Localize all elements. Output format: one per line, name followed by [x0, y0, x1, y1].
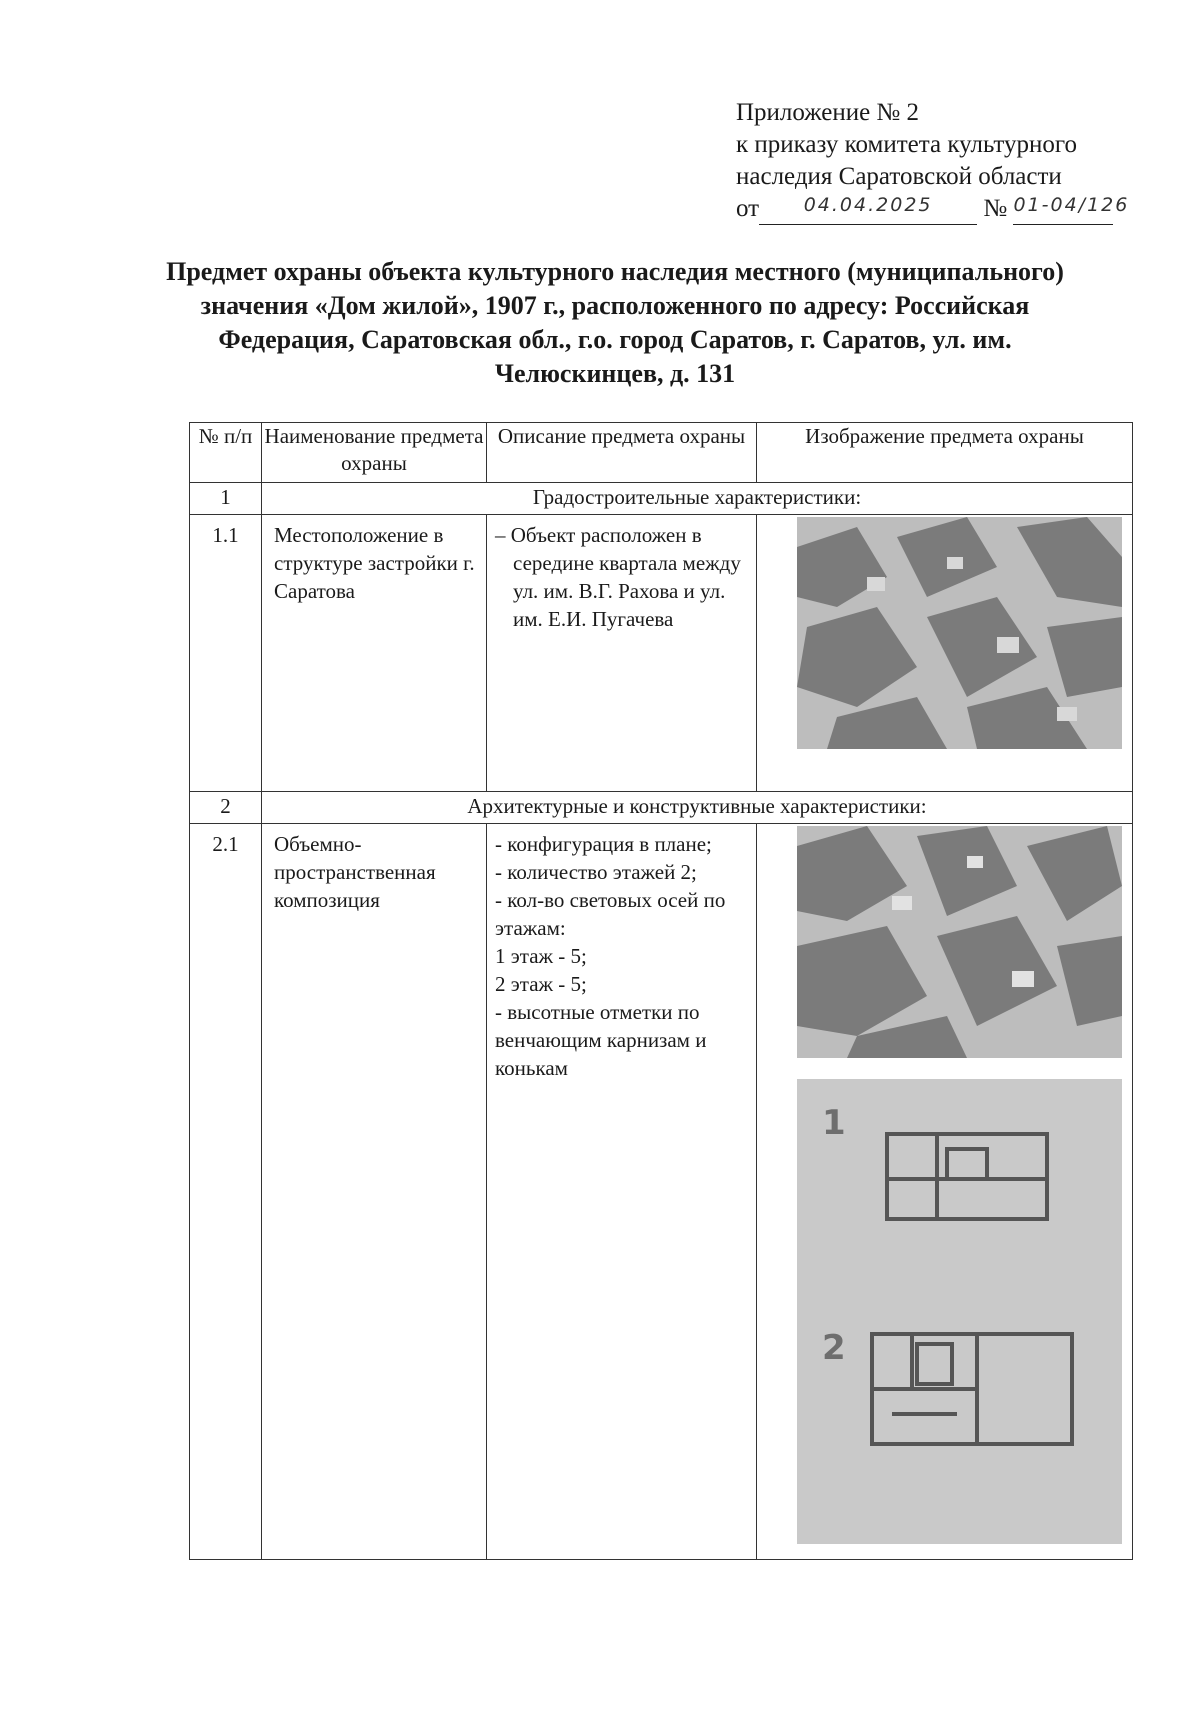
- table-header-row: [190, 423, 1133, 483]
- appendix-number: Приложение № 2: [736, 99, 920, 126]
- number-label: №: [983, 195, 1008, 222]
- floor-plans-image: [797, 1079, 1122, 1544]
- number-field: [1013, 194, 1130, 225]
- date-field: [759, 194, 977, 225]
- row-num: 1.1: [190, 515, 262, 792]
- appendix-authority: наследия Саратовской области: [736, 163, 1062, 190]
- description-line: 1 этаж - 5;: [495, 944, 587, 968]
- handwritten-number: 01-04/126: [1013, 194, 1130, 216]
- header-image: Изображение предмета охраны: [757, 423, 1133, 483]
- section-title: Архитектурные и конструктивные характеристики:: [262, 792, 1133, 824]
- floor-plan-label-1: 1: [822, 1103, 846, 1143]
- section-num: 2: [190, 792, 262, 824]
- protection-subject-table: [189, 422, 1133, 1560]
- row-name: Объемно-пространственная композиция: [262, 824, 487, 1560]
- table-row: [190, 824, 1133, 1560]
- document-title: Предмет охраны объекта культурного наследия местного (муниципального) значения «Дом жилой», 1907 г., расположенного по адресу: Российская Федерация, Саратовская обл., г.о. город Саратов, г. Саратов, ул. им. Челюскинцев, д. 131: [166, 257, 1064, 388]
- row-image-cell: [757, 515, 1133, 792]
- appendix-date-number-line: [736, 193, 1156, 225]
- from-label: от: [736, 195, 760, 222]
- row-image-cell: [757, 824, 1133, 1560]
- appendix-order-ref: к приказу комитета культурного: [736, 131, 1078, 158]
- header-name: Наименование предмета охраны: [262, 423, 487, 483]
- description-line: 2 этаж - 5;: [495, 972, 587, 996]
- description-line: - высотные отметки по венчающим карнизам и конькам: [495, 1000, 707, 1080]
- description-line: - кол-во световых осей по этажам:: [495, 888, 726, 940]
- row-num: 2.1: [190, 824, 262, 1560]
- row-name: Местоположение в структуре застройки г. Саратова: [262, 515, 487, 792]
- floor-plan-label-2: 2: [822, 1328, 846, 1368]
- aerial-photo-image: [797, 517, 1122, 749]
- section-num: 1: [190, 483, 262, 515]
- row-description-list: [487, 824, 757, 1560]
- section-row: [190, 483, 1133, 515]
- aerial-photo-image: [797, 826, 1122, 1058]
- appendix-header: [736, 97, 1156, 225]
- handwritten-date: 04.04.2025: [803, 194, 933, 216]
- section-row: [190, 792, 1133, 824]
- description-line: - количество этажей 2;: [495, 860, 697, 884]
- row-description: – Объект расположен в середине квартала между ул. им. В.Г. Рахова и ул. им. Е.И. Пугачева: [487, 515, 757, 792]
- header-description: Описание предмета охраны: [487, 423, 757, 483]
- table-row: [190, 515, 1133, 792]
- header-num: № п/п: [190, 423, 262, 483]
- section-title: Градостроительные характеристики:: [262, 483, 1133, 515]
- description-line: - конфигурация в плане;: [495, 832, 712, 856]
